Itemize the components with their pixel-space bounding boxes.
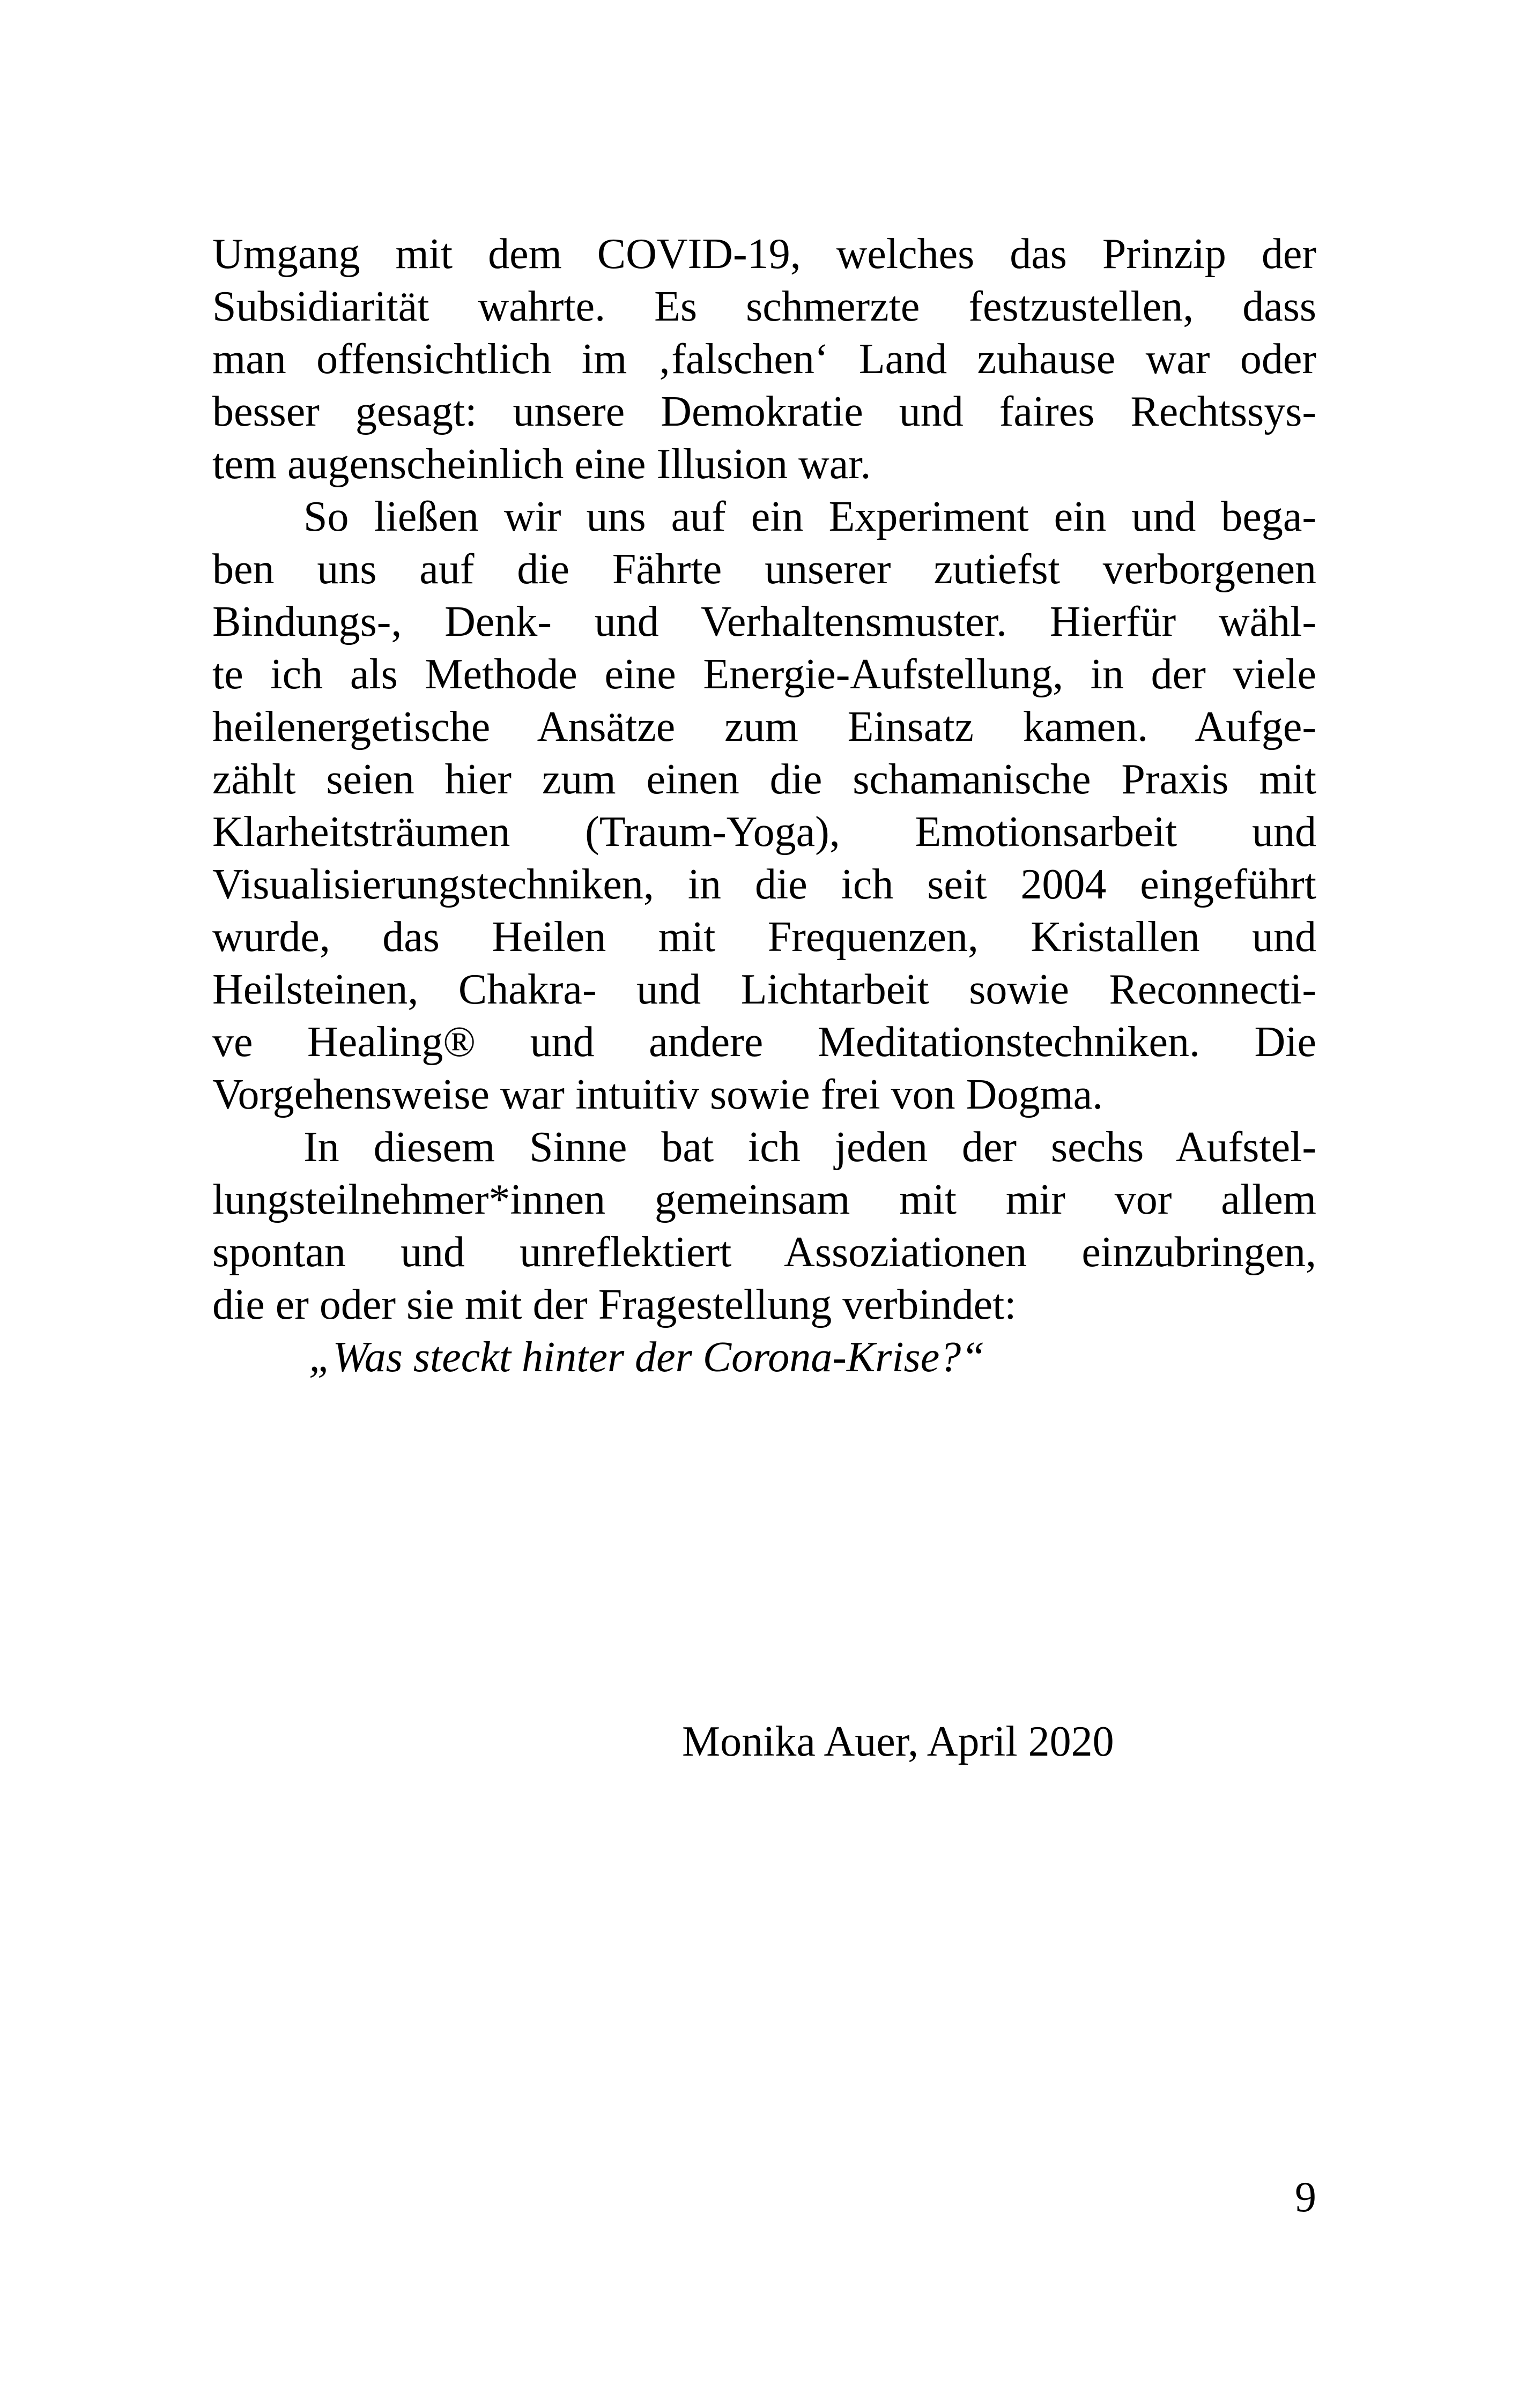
- paragraph-3-line-1: In diesem Sinne bat ich jeden der sechs Aufstel-: [303, 1124, 1316, 1171]
- quoted-question: „Was steckt hinter der Corona-Krise?“: [309, 1334, 985, 1381]
- paragraph-1-line-2: Subsidiarität wahrte. Es schmerzte festzustellen, dass: [212, 283, 1316, 330]
- paragraph-2-line-6: zählt seien hier zum einen die schamanische Praxis mit: [212, 756, 1316, 803]
- body-text: [212, 228, 1316, 1384]
- paragraph-2-line-9: wurde, das Heilen mit Frequenzen, Kristallen und: [212, 913, 1316, 961]
- paragraph-2-line-3: Bindungs-, Denk- und Verhaltensmuster. Hierfür wähl-: [212, 598, 1316, 645]
- author-signature: Monika Auer, April 2020: [682, 1718, 1114, 1765]
- paragraph-3-line-3: spontan und unreflektiert Assoziationen einzubringen,: [212, 1229, 1316, 1276]
- paragraph-2-line-4: te ich als Methode eine Energie-Aufstellung, in der viele: [212, 651, 1316, 698]
- paragraph-1-line-1: Umgang mit dem COVID-19, welches das Prinzip der: [212, 231, 1316, 278]
- paragraph-1-line-3: man offensichtlich im ‚falschen‘ Land zuhause war oder: [212, 336, 1316, 383]
- paragraph-2-line-10: Heilsteinen, Chakra- und Lichtarbeit sowie Reconnecti-: [212, 966, 1316, 1013]
- paragraph-3-line-4: die er oder sie mit der Fragestellung verbindet:: [212, 1281, 1017, 1328]
- paragraph-2-line-8: Visualisierungstechniken, in die ich seit 2004 eingeführt: [212, 861, 1316, 908]
- paragraph-1-line-4: besser gesagt: unsere Demokratie und faires Rechtssys-: [212, 388, 1316, 435]
- page-number: 9: [1295, 2174, 1316, 2221]
- paragraph-2-line-1: So ließen wir uns auf ein Experiment ein und bega-: [303, 493, 1316, 540]
- paragraph-2-line-11: ve Healing® und andere Meditationstechniken. Die: [212, 1019, 1316, 1066]
- paragraph-3-line-2: lungsteilnehmer*innen gemeinsam mit mir vor allem: [212, 1176, 1316, 1223]
- paragraph-2-line-2: ben uns auf die Fährte unserer zutiefst verborgenen: [212, 546, 1316, 593]
- paragraph-2-line-12: Vorgehensweise war intuitiv sowie frei von Dogma.: [212, 1071, 1103, 1118]
- paragraph-2-line-7: Klarheitsträumen (Traum-Yoga), Emotionsarbeit und: [212, 808, 1316, 856]
- paragraph-1-line-5: tem augenscheinlich eine Illusion war.: [212, 441, 871, 488]
- paragraph-2-line-5: heilenergetische Ansätze zum Einsatz kamen. Aufge-: [212, 703, 1316, 750]
